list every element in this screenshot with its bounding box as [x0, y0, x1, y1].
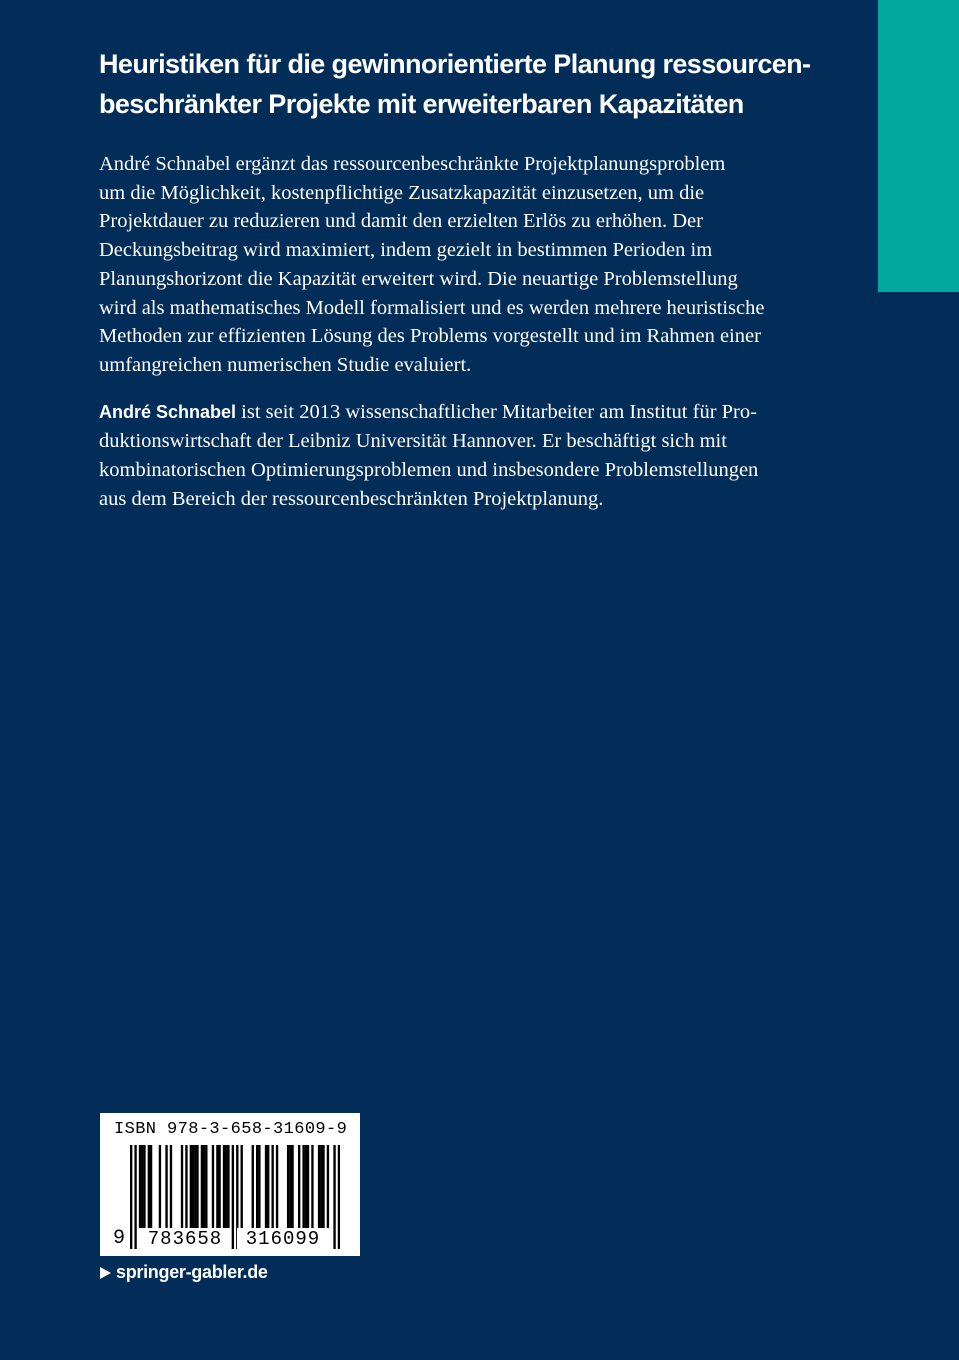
barcode-bar — [256, 1145, 258, 1229]
description-line: um die Möglichkeit, kostenpflichtige Zusatzkapazität einzusetzen, um die — [99, 181, 705, 204]
barcode-bar — [291, 1145, 293, 1229]
barcode-bar — [333, 1145, 335, 1249]
accent-color-tab — [878, 0, 959, 292]
barcode-bar — [141, 1145, 143, 1229]
barcode-bar — [194, 1145, 196, 1229]
barcode-bar — [258, 1145, 260, 1229]
barcode-bar — [265, 1145, 267, 1229]
barcode-bar — [232, 1145, 234, 1249]
barcode-bar — [170, 1145, 172, 1229]
barcode-bar — [165, 1145, 167, 1229]
barcode-bar — [212, 1145, 214, 1229]
barcode-bar — [139, 1145, 141, 1229]
barcode-bar — [201, 1145, 203, 1229]
description-line: Projektdauer zu reduzieren und damit den erzielten Erlös zu erhöhen. Der — [99, 210, 703, 233]
barcode-bar — [311, 1145, 313, 1229]
ean-first-digit: 9 — [113, 1227, 126, 1250]
barcode-bar — [196, 1145, 198, 1229]
description-line: Deckungsbeitrag wird maximiert, indem gezielt in bestimmen Perioden im — [99, 239, 713, 262]
website-text: springer-gabler.de — [116, 1262, 268, 1282]
description-line: André Schnabel ergänzt das ressourcenbeschränkte Projektplanungsproblem — [99, 153, 726, 175]
bio-line-rest: ist seit 2013 wissenschaftlicher Mitarbeiter am Institut für Pro- — [236, 401, 757, 423]
barcode-bar — [267, 1145, 269, 1229]
barcode-bar — [150, 1145, 152, 1229]
barcode-bar — [181, 1145, 183, 1229]
barcode-bar — [276, 1145, 278, 1229]
play-arrow-icon — [100, 1267, 111, 1279]
barcode-bar — [338, 1145, 340, 1249]
barcode-bar — [307, 1145, 309, 1229]
barcode-bar — [305, 1145, 307, 1229]
bio-line: duktionswirtschaft der Leibniz Universität Hannover. Er beschäftigt sich mit — [99, 430, 727, 452]
barcode-bar — [192, 1145, 194, 1229]
bio-line: aus dem Bereich der ressourcenbeschränkten Projektplanung. — [99, 488, 604, 510]
book-title — [99, 44, 819, 124]
barcode-bar — [252, 1145, 254, 1229]
barcode-bar — [134, 1145, 136, 1249]
ean-right-group: 316099 — [237, 1228, 329, 1250]
barcode-bar — [148, 1145, 150, 1229]
barcode-bar — [322, 1145, 324, 1229]
book-description — [99, 150, 819, 380]
barcode-bar — [318, 1145, 320, 1229]
publisher-website-link[interactable] — [100, 1262, 268, 1283]
barcode-bar — [205, 1145, 207, 1229]
barcode-bar — [159, 1145, 161, 1229]
barcode-bar — [225, 1145, 227, 1229]
barcode-bar — [289, 1145, 291, 1229]
barcode-bar — [287, 1145, 289, 1229]
barcode-bar — [271, 1145, 273, 1229]
ean-left-group: 783658 — [139, 1228, 231, 1250]
description-line: wird als mathematisches Modell formalisiert und es werden mehrere heuristische — [99, 296, 765, 319]
barcode-bar — [130, 1145, 132, 1249]
author-bio — [99, 398, 819, 514]
author-name: André Schnabel — [99, 402, 237, 422]
barcode-bar — [227, 1145, 229, 1229]
barcode-bar — [185, 1145, 187, 1229]
description-line: Planungshorizont die Kapazität erweitert wird. Die neuartige Problemstellung — [99, 267, 738, 290]
isbn-barcode — [100, 1113, 360, 1256]
barcode-bar — [320, 1145, 322, 1229]
description-line: umfangreichen numerischen Studie evaluiert. — [99, 353, 472, 376]
description-line: Methoden zur effizienten Lösung des Problems vorgestellt und im Rahmen einer — [99, 325, 761, 348]
title-line: Heuristiken für die gewinnorientierte Planung ressourcen- — [99, 49, 811, 79]
barcode-bar — [143, 1145, 145, 1229]
bio-line: kombinatorischen Optimierungsproblemen und insbesondere Problemstellungen — [99, 459, 759, 481]
barcode-bar — [327, 1145, 329, 1229]
barcode-bar — [203, 1145, 205, 1229]
barcode-bar — [223, 1145, 225, 1229]
barcode-bar — [216, 1145, 218, 1229]
barcode-bar — [298, 1145, 300, 1229]
isbn-label: ISBN 978-3-658-31609-9 — [114, 1120, 348, 1139]
barcode-bar — [241, 1145, 243, 1229]
barcode-bar — [302, 1145, 304, 1229]
bio-line — [99, 398, 819, 427]
barcode-bar — [218, 1145, 220, 1229]
title-line: beschränkter Projekte mit erweiterbaren Kapazitäten — [99, 89, 744, 119]
barcode-bar — [190, 1145, 192, 1229]
